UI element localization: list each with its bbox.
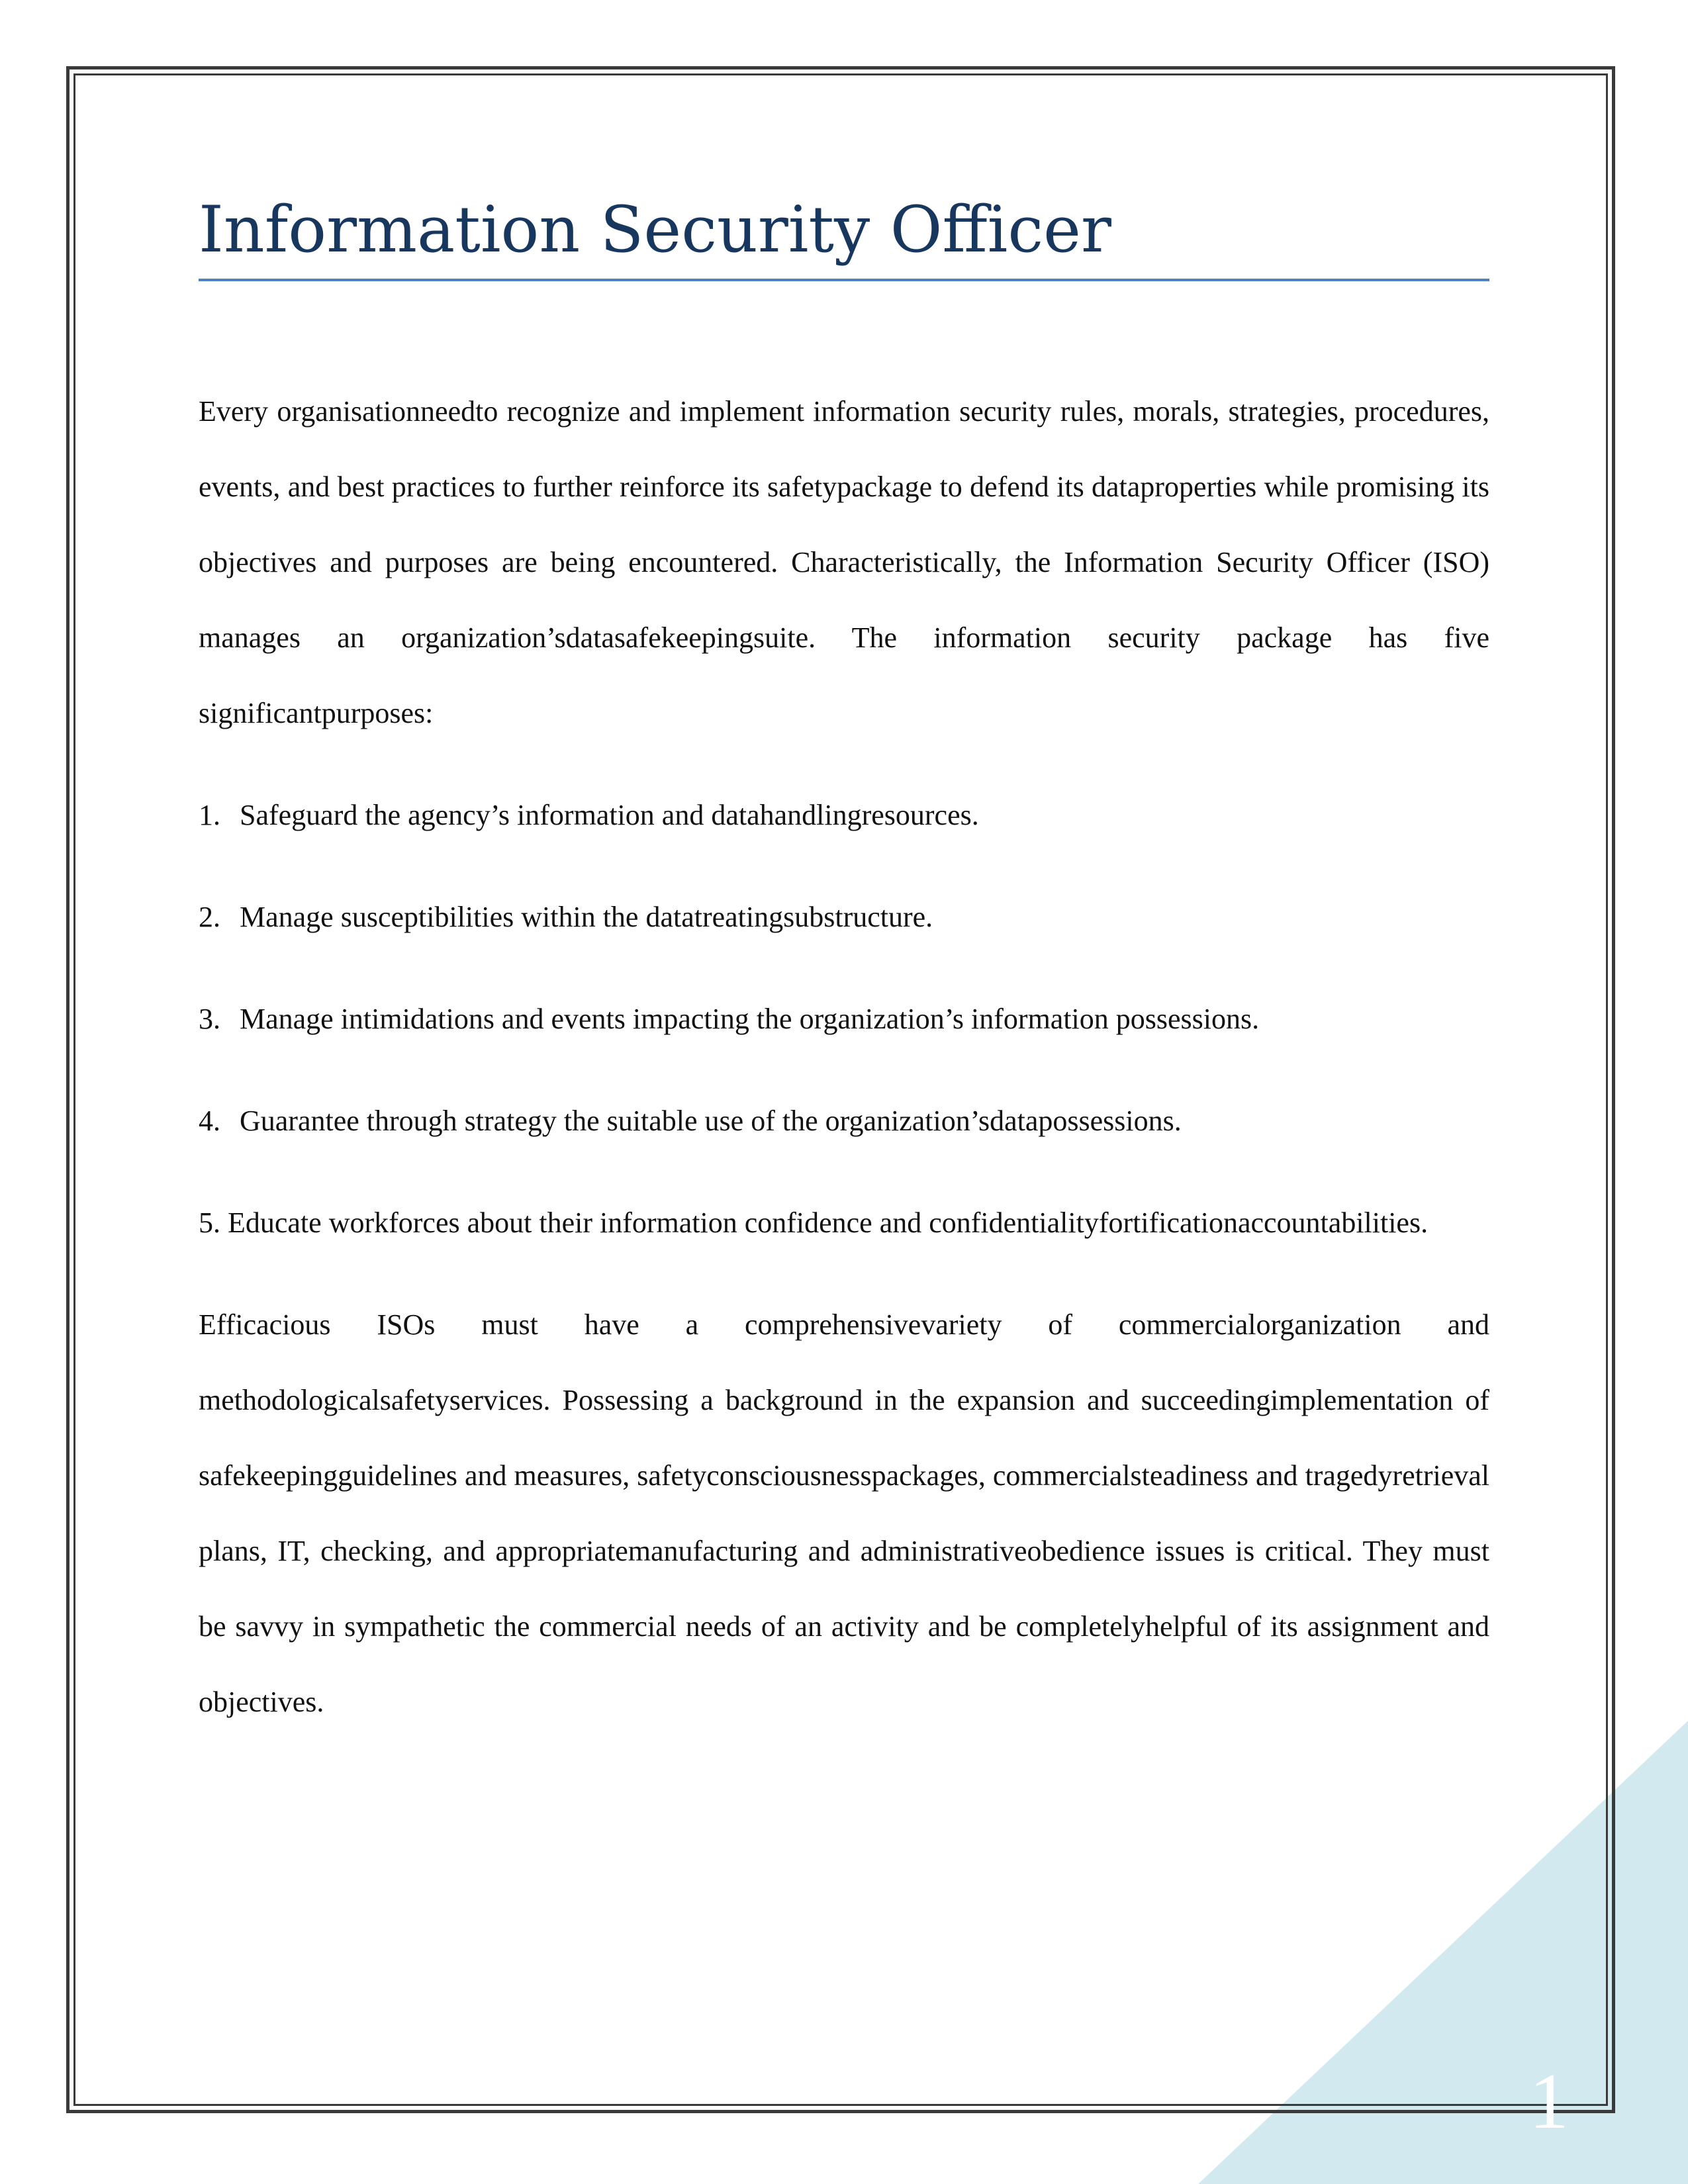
list-text: Safeguard the agency’s information and datahandlingresources. <box>240 799 979 832</box>
page-content <box>199 192 1489 1740</box>
list-text: Guarantee through strategy the suitable use of the organization’sdatapossessions. <box>240 1105 1182 1138</box>
list-number: 1. <box>199 799 220 832</box>
list-number: 3. <box>199 1003 220 1036</box>
list-item <box>199 1083 1489 1159</box>
intro-paragraph: Every organisationneedto recognize and implement information security rules, morals, strategies, procedures, events, and best practices to further reinforce its safetypackage to defend its dataproperties while promising its objectives and purposes are being encountered. Characteristically, the Information Security Officer (ISO) manages an organization’sdatasafekeepingsuite. The information security package has five significantpurposes: <box>199 395 1489 730</box>
list-text: Manage intimidations and events impacting the organization’s information possessions. <box>240 1003 1260 1036</box>
list-item <box>199 1185 1489 1261</box>
closing-paragraph: Efficacious ISOs must have a comprehensivevariety of commercialorganization and methodologicalsafetyservices. Possessing a background in the expansion and succeedingimplementation of safekeepingguidelines and measures, safetyconsciousnesspackages, commercialsteadiness and tragedyretrieval plans, IT, checking, and appropriatemanufacturing and administrativeobedience issues is critical. They must be savvy in sympathetic the commercial needs of an activity and be completelyhelpful of its assignment and objectives. <box>199 1308 1489 1719</box>
list-number: 2. <box>199 901 220 934</box>
list-item <box>199 880 1489 955</box>
document-title: Information Security Officer <box>199 192 1489 281</box>
page-number: 1 <box>1529 2057 1569 2145</box>
list-number: 5. <box>199 1206 220 1240</box>
list-text: Educate workforces about their information confidence and confidentialityfortificationaccountabilities. <box>228 1206 1429 1240</box>
list-item <box>199 981 1489 1057</box>
list-number: 4. <box>199 1105 220 1138</box>
list-text: Manage susceptibilities within the datatreatingsubstructure. <box>240 901 933 934</box>
list-item <box>199 778 1489 853</box>
